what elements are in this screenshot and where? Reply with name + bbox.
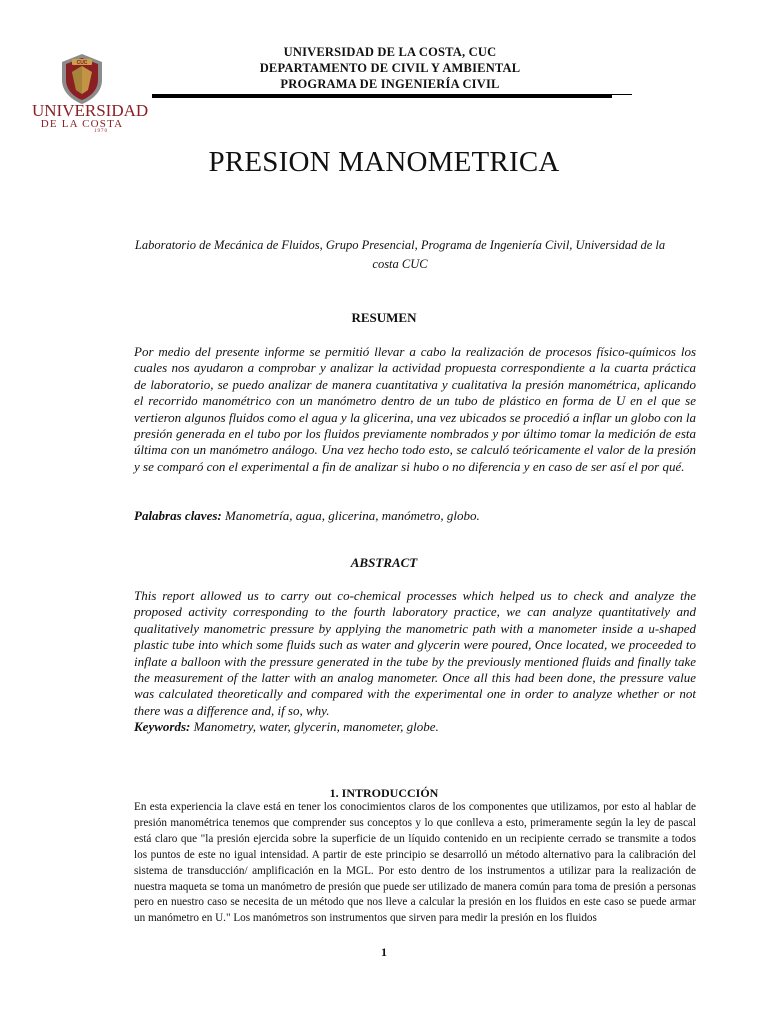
- abstract-keywords-label: Keywords:: [134, 719, 191, 734]
- resumen-text: Por medio del presente informe se permitió llevar a cabo la realización de procesos físico-químicos los cuales nos ayudaron a comprobar y analizar la actividad propuesta correspondiente a la cuarta práctica de laboratorio, se puedo analizar de manera cuantitativa y cualitativa la presión manométrica, aplicando el recorrido manométrico con un manómetro dentro de un tubo de plástico en forma de U en el que se vertieron algunos fluidos como el agua y la glicerina, una vez ubicados se procedió a inflar un globo con la presión generada en el tubo por los fluidos previamente nombrados y por último tomar la medición de esta última con un manómetro análogo. Una vez hecho todo esto, se calculó teóricamente el valor de la presión y se comparó con el experimental a fin de analizar si hubo o no diferencia y en caso de ser así el por qué.: [134, 344, 696, 474]
- intro-heading: 1. INTRODUCCIÓN: [329, 786, 439, 800]
- affiliation-line: Laboratorio de Mecánica de Fluidos, Grupo Presencial, Programa de Ingeniería Civil, Universidad de la costa CUC: [134, 238, 666, 271]
- resumen-keywords: [134, 508, 696, 524]
- abstract-keywords-list: Manometry, water, glycerin, manometer, globe.: [193, 719, 439, 734]
- header-rule-thick: [152, 94, 612, 98]
- abstract-heading: ABSTRACT: [350, 555, 418, 570]
- logo-name-line2: DE LA COSTA: [40, 118, 124, 130]
- institution-header: [180, 44, 600, 92]
- abstract-keywords: [134, 719, 696, 735]
- document-title: PRESION MANOMETRICA: [208, 146, 560, 178]
- abstract-text: This report allowed us to carry out co-chemical processes which helped us to check and analyze the proposed activity corresponding to the fourth laboratory practice, we can analyze quantitatively and qualitatively manometric pressure by applying the manometric path with a manometer inside a u-shaped plastic tube into which some fluids such as water and glycerin were poured, Once located, we proceeded to inflate a balloon with the pressure generated in the tube by the previously mentioned fluids and finally take the measurement of the latter with an analog manometer. Once all this had been done, the pressure value was calculated theoretically and compared with the experimental one in order to analyze whether or not there was a difference and, if so, why.: [134, 588, 696, 718]
- header-line-program: PROGRAMA DE INGENIERÍA CIVIL: [280, 77, 500, 91]
- resumen-keywords-label: Palabras claves:: [134, 508, 222, 523]
- logo-name-line1: UNIVERSIDAD: [32, 101, 149, 120]
- intro-text: En esta experiencia la clave está en tener los conocimientos claros de los componentes que utilizamos, por esto al hablar de presión manométrica tenemos que comprender sus conceptos y lo que conlleva a esto, primeramente según la ley de pascal está claro que "la presión ejercida sobre la superficie de un líquido contenido en un recipiente cerrado se transmite a todos los puntos de este no igual intensidad. A partir de este principio se desarrolló un método alternativo para la calibración del sistema de transducción/ amplificación en la MGL. Por esto dentro de los instrumentos a utilizar para la realización de nuestra maqueta se toma un manómetro de presión que puede ser utilizado de manera común para toma de presión a personas pero en nuestro caso se necesita de un método que nos lleve a calcular la presión en los fluidos en este caso se puede armar un manómetro en U." Los manómetros son instrumentos que sirven para medir la presión en los fluidos: [134, 801, 696, 925]
- resumen-keywords-list: Manometría, agua, glicerina, manómetro, globo.: [224, 508, 480, 523]
- header-line-department: DEPARTAMENTO DE CIVIL Y AMBIENTAL: [259, 61, 521, 75]
- resumen-heading: RESUMEN: [351, 310, 417, 325]
- logo-year: 1970: [94, 129, 108, 134]
- seal-badge-text: CUC: [76, 60, 88, 66]
- header-line-university: UNIVERSIDAD DE LA COSTA, CUC: [283, 45, 497, 59]
- page-number: 1: [381, 945, 387, 959]
- university-logo: [30, 52, 149, 138]
- university-seal-icon: [58, 52, 106, 106]
